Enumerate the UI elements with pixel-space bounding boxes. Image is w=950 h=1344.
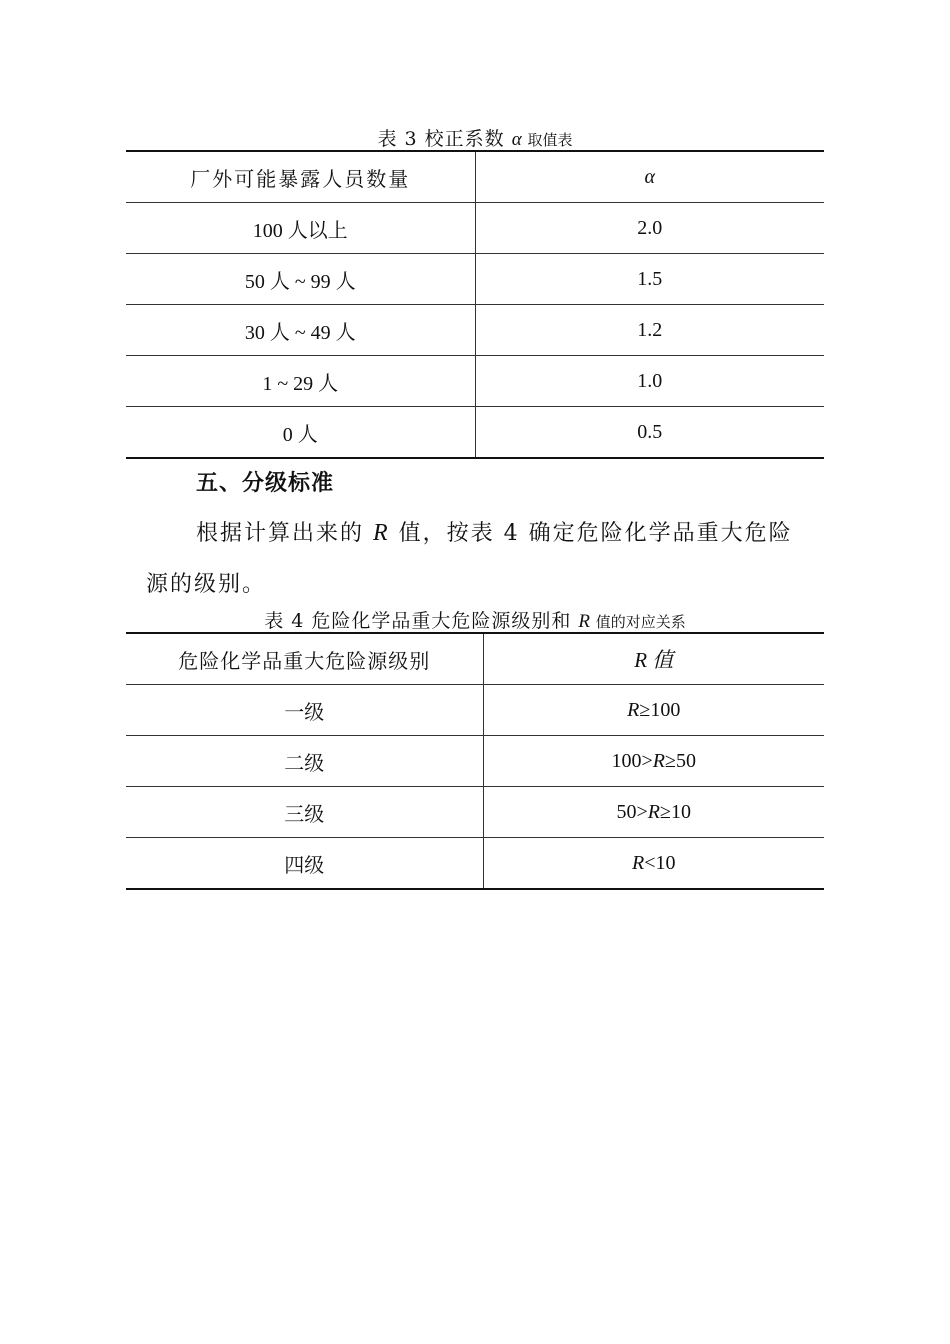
table-row <box>126 838 824 890</box>
table4-caption-suffix: 值的对应关系 <box>591 613 686 631</box>
table-cell: 一级 <box>126 685 483 736</box>
table-cell: 50 人 ~ 99 人 <box>126 254 475 305</box>
table3-header-cell: α <box>475 151 824 203</box>
table-cell: 1 ~ 29 人 <box>126 356 475 407</box>
table-row <box>126 203 824 254</box>
table-cell: 100>R≥50 <box>483 736 824 787</box>
table4-header-cell: 危险化学品重大危险源级别 <box>126 633 483 685</box>
table-row <box>126 305 824 356</box>
table3-header-row <box>126 151 824 203</box>
r-symbol: R <box>373 520 390 546</box>
table-cell: 30 人 ~ 49 人 <box>126 305 475 356</box>
table4-header-cell <box>483 633 824 685</box>
table4-caption-prefix: 表 4 危险化学品重大危险源级别和 <box>264 610 579 632</box>
section-heading: 五、分级标准 <box>196 471 335 496</box>
table-cell: 100 人以上 <box>126 203 475 254</box>
r-symbol: R <box>652 749 665 772</box>
table-cell: 50>R≥10 <box>483 787 824 838</box>
table3-caption-prefix: 表 3 校正系数 <box>377 128 512 150</box>
table-row <box>126 787 824 838</box>
table3-header-cell: 厂外可能暴露人员数量 <box>126 151 475 203</box>
table-cell: 二级 <box>126 736 483 787</box>
r-symbol: R <box>632 851 645 874</box>
table-cell: 1.2 <box>475 305 824 356</box>
table-row <box>126 736 824 787</box>
table4-caption <box>0 606 950 633</box>
paragraph-text: 根据计算出来的 <box>196 521 373 546</box>
table-cell: 1.5 <box>475 254 824 305</box>
table4-caption-symbol: R <box>578 611 592 632</box>
table-cell: 三级 <box>126 787 483 838</box>
table3-caption-symbol: α <box>511 129 523 150</box>
table3 <box>126 150 824 459</box>
r-value-header: R 值 <box>634 648 674 672</box>
table-row <box>126 254 824 305</box>
r-symbol: R <box>627 698 640 721</box>
table3-caption <box>0 124 950 151</box>
table-cell: 0.5 <box>475 407 824 459</box>
table-row <box>126 356 824 407</box>
paragraph-line-2: 源的级别。 <box>146 572 267 597</box>
table-row <box>126 685 824 736</box>
paragraph-line-1 <box>196 516 866 547</box>
table4-header-row <box>126 633 824 685</box>
table-cell: R≥100 <box>483 685 824 736</box>
table-row <box>126 407 824 459</box>
table-cell: 0 人 <box>126 407 475 459</box>
table3-caption-suffix: 取值表 <box>522 131 573 149</box>
r-symbol: R <box>647 800 660 823</box>
table-cell: R<10 <box>483 838 824 890</box>
table-cell: 1.0 <box>475 356 824 407</box>
table-cell: 2.0 <box>475 203 824 254</box>
paragraph-text: 值，按表 4 确定危险化学品重大危险 <box>389 521 793 546</box>
table-cell: 四级 <box>126 838 483 890</box>
table4 <box>126 632 824 890</box>
